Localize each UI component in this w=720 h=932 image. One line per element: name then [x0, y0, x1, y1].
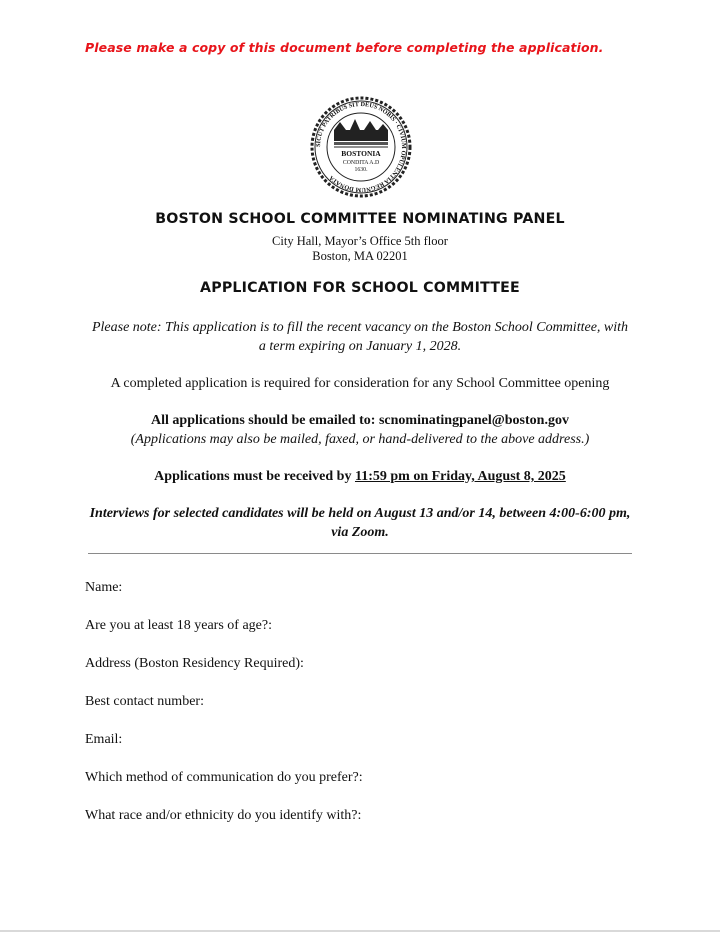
- field-ethnicity-label: What race and/or ethnicity do you identify with?:: [85, 808, 362, 823]
- application-title: APPLICATION FOR SCHOOL COMMITTEE: [200, 280, 520, 296]
- copy-notice: Please make a copy of this document before completing the application.: [85, 40, 604, 55]
- deadline-date: 11:59 pm on Friday, August 8, 2025: [354, 469, 566, 484]
- boston-seal-icon: [310, 94, 412, 200]
- field-age-label: Are you at least 18 years of age?:: [85, 618, 272, 633]
- field-phone-label: Best contact number:: [85, 694, 204, 709]
- field-email-label: Email:: [85, 732, 123, 747]
- deadline-prefix: Applications must be received by: [154, 469, 355, 484]
- field-communication-label: Which method of communication do you prefer?:: [85, 770, 363, 785]
- address-line-1: City Hall, Mayor’s Office 5th floor: [272, 234, 448, 248]
- email-instruction-prefix: All applications should be emailed to:: [151, 413, 379, 428]
- divider: [88, 553, 632, 554]
- vacancy-note-line-1: Please note: This application is to fill the recent vacancy on the Boston School Committee, with: [91, 320, 629, 335]
- address-line-2: Boston, MA 02201: [312, 249, 408, 263]
- interviews-line-2: via Zoom.: [331, 525, 389, 540]
- seal-ring-text: SICUT PATRIBUS SIT DEUS NOBIS · CIVIUM OPULENTIA REGNUM DONATA: [314, 100, 408, 194]
- field-name-label: Name:: [85, 580, 123, 595]
- vacancy-note-line-2: a term expiring on January 1, 2028.: [258, 339, 462, 354]
- deadline-text: [0, 467, 720, 486]
- seal-city: BOSTONIA: [341, 149, 381, 158]
- email-instruction: [0, 411, 720, 430]
- alternate-submission-note: (Applications may also be mailed, faxed, or hand-delivered to the above address.): [130, 432, 590, 447]
- interviews-line-1: Interviews for selected candidates will be held on August 13 and/or 14, between 4:00-6:00 pm,: [89, 506, 631, 521]
- seal-year: 1630.: [354, 167, 368, 173]
- requirement-text: A completed application is required for consideration for any School Committee opening: [110, 376, 610, 391]
- city-seal: [310, 94, 412, 200]
- seal-condita: CONDITA A.D: [342, 160, 380, 166]
- field-address-label: Address (Boston Residency Required):: [85, 656, 304, 671]
- panel-title: BOSTON SCHOOL COMMITTEE NOMINATING PANEL: [155, 211, 565, 227]
- application-email-link[interactable]: scnominatingpanel@boston.gov: [378, 413, 569, 428]
